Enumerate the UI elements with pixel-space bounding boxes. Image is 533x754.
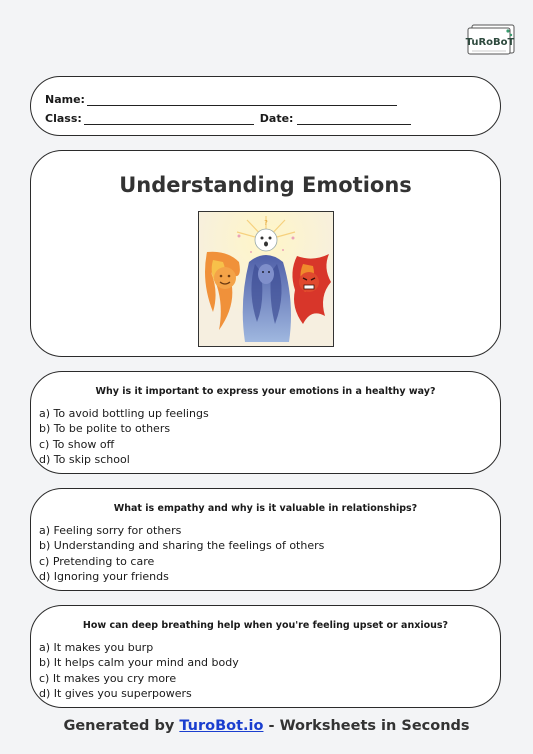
worksheet-title: Understanding Emotions bbox=[119, 173, 412, 197]
title-card bbox=[30, 150, 501, 357]
option-c[interactable]: c) It makes you cry more bbox=[39, 671, 177, 685]
name-row bbox=[45, 93, 397, 106]
footer-prefix: Generated by bbox=[63, 718, 180, 734]
student-info-card bbox=[30, 76, 501, 136]
logo-text: TuRoBoT bbox=[465, 37, 515, 48]
question-card-2 bbox=[30, 488, 501, 591]
option-d[interactable]: d) To skip school bbox=[39, 453, 130, 467]
footer bbox=[0, 718, 533, 734]
question-card-3 bbox=[30, 605, 501, 708]
question-text: Why is it important to express your emotions in a healthy way? bbox=[95, 386, 436, 397]
turobot-link[interactable]: TuroBot.io bbox=[179, 718, 264, 734]
option-c[interactable]: c) Pretending to care bbox=[39, 554, 155, 568]
class-label: Class: bbox=[45, 112, 82, 125]
option-a[interactable]: a) It makes you burp bbox=[39, 641, 154, 654]
options-list bbox=[39, 523, 324, 585]
date-label: Date: bbox=[259, 112, 294, 125]
svg-text:?: ? bbox=[264, 219, 268, 227]
option-b[interactable]: b) Understanding and sharing the feelings of others bbox=[39, 539, 325, 553]
class-date-row bbox=[45, 112, 411, 125]
question-card-1 bbox=[30, 371, 501, 474]
option-a[interactable]: a) Feeling sorry for others bbox=[39, 524, 182, 537]
option-d[interactable]: d) Ignoring your friends bbox=[39, 570, 169, 584]
options-list bbox=[39, 406, 209, 468]
date-field[interactable] bbox=[297, 114, 411, 125]
turobot-logo bbox=[464, 24, 516, 56]
question-text: How can deep breathing help when you're feeling upset or anxious? bbox=[82, 620, 449, 631]
name-field[interactable] bbox=[87, 95, 397, 106]
question-text: What is empathy and why is it valuable in relationships? bbox=[113, 503, 418, 514]
option-a[interactable]: a) To avoid bottling up feelings bbox=[39, 407, 209, 420]
option-c[interactable]: c) To show off bbox=[39, 437, 115, 451]
emotions-illustration bbox=[198, 211, 334, 347]
name-label: Name: bbox=[45, 93, 85, 106]
options-list bbox=[39, 640, 239, 702]
option-d[interactable]: d) It gives you superpowers bbox=[39, 687, 192, 701]
option-b[interactable]: b) It helps calm your mind and body bbox=[39, 656, 239, 670]
footer-suffix: - Worksheets in Seconds bbox=[263, 718, 470, 734]
option-b[interactable]: b) To be polite to others bbox=[39, 422, 171, 436]
class-field[interactable] bbox=[84, 114, 254, 125]
